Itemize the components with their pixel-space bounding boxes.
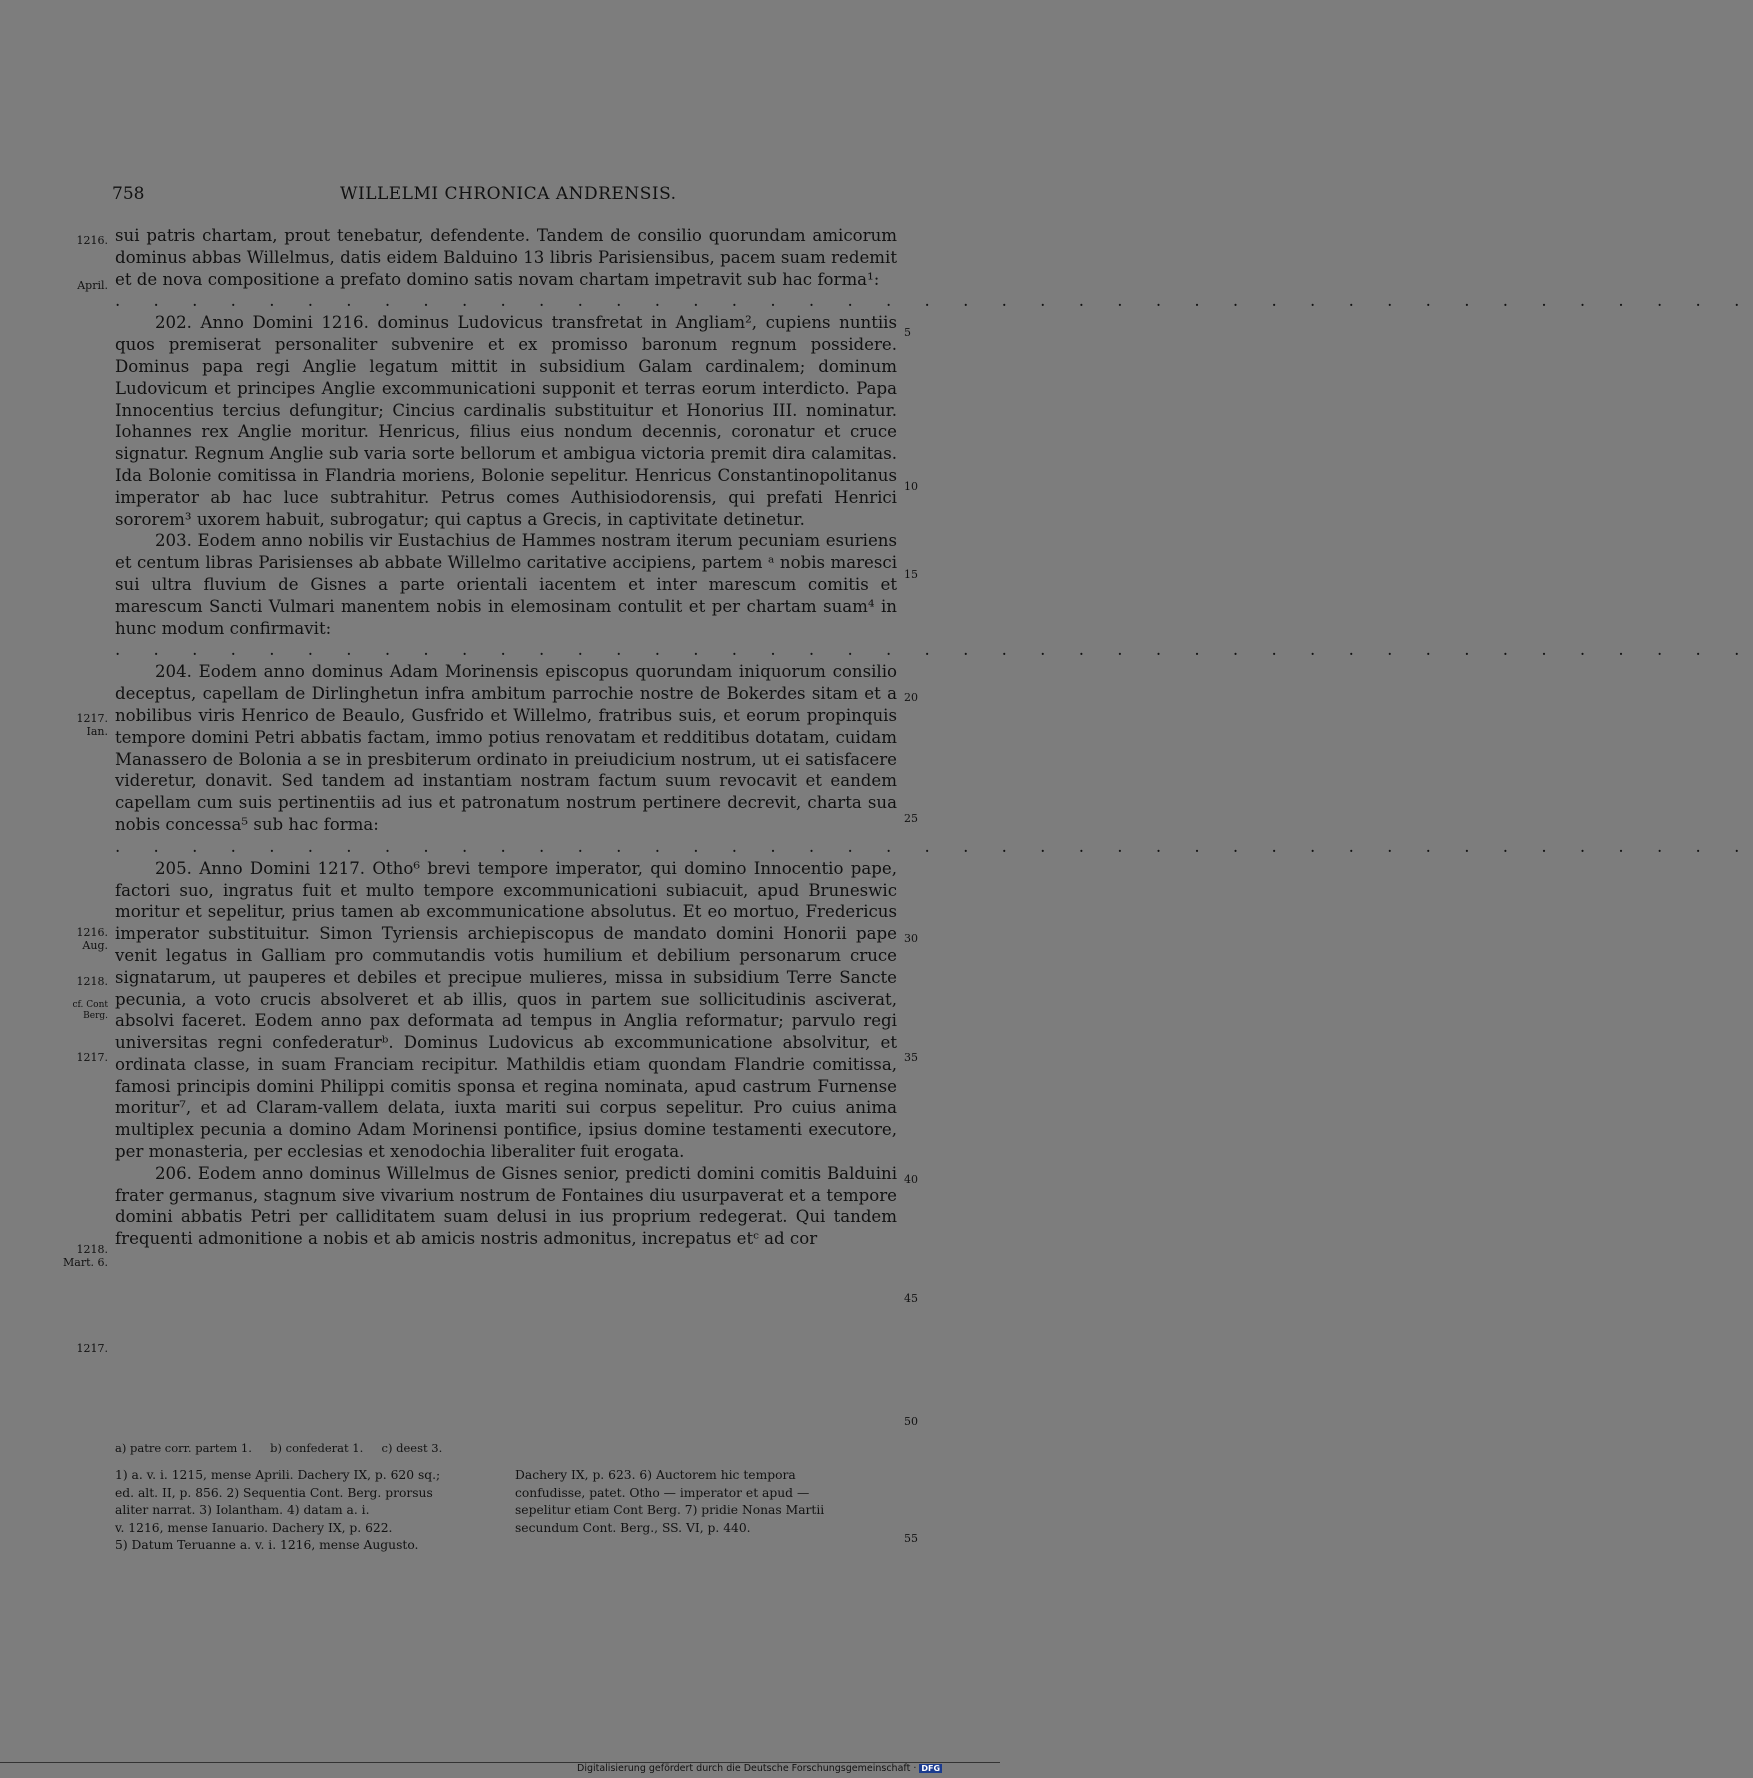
margin-date: 1218. (76, 975, 108, 988)
omission-dots: . . . . . . . . . . . . . . . . . . . . . . . . . . . . . . . . . . . . . . . . . . . (115, 836, 1753, 856)
line-number: 5 (904, 326, 911, 339)
digitization-credit (577, 1763, 942, 1774)
margin-date: 1217. (76, 1342, 108, 1355)
margin-date: Ian. (86, 725, 108, 738)
footnote-line: v. 1216, mense Ianuario. Dachery IX, p. 622. (115, 1520, 393, 1535)
footnote-line: 5) Datum Teruanne a. v. i. 1216, mense Augusto. (115, 1538, 419, 1553)
footnote-line: secundum Cont. Berg., SS. VI, p. 440. (515, 1520, 751, 1535)
margin-reference: cf. Cont (72, 1000, 108, 1010)
paragraph-203: 203. Eodem anno nobilis vir Eustachius de Hammes nostram iterum pecuniam esuriens et centum libras Parisienses ab abbate Willelmo caritative accipiens, partem ᵃ nobis maresci sui ultra fluvium de Gisnes a parte orientali iacentem et inter marescum comitis et marescum Sancti Vulmari manentem nobis in elemosinam contulit et per chartam suam⁴ in hunc modum confirmavit: (115, 531, 897, 638)
footnote-line: sepelitur etiam Cont Berg. 7) pridie Nonas Martii (515, 1503, 825, 1518)
credit-text: Digitalisierung gefördert durch die Deutsche Forschungsgemeinschaft · (577, 1763, 917, 1774)
line-number: 35 (904, 1051, 918, 1064)
footnote-line: ed. alt. II, p. 856. 2) Sequentia Cont. Berg. prorsus (115, 1485, 433, 1500)
footnote-line: Dachery IX, p. 623. 6) Auctorem hic tempora (515, 1468, 796, 1482)
footnote-line: 1) a. v. i. 1215, mense Aprili. Dachery IX, p. 620 sq.; (115, 1468, 441, 1482)
margin-date: April. (77, 279, 108, 292)
footnotes-left (115, 1467, 510, 1555)
line-number: 55 (904, 1532, 918, 1545)
line-number: 40 (904, 1173, 918, 1186)
margin-date: Mart. 6. (63, 1256, 108, 1269)
line-number: 25 (904, 812, 918, 825)
line-number: 15 (904, 568, 918, 581)
line-number: 10 (904, 480, 918, 493)
margin-date: 1218. (76, 1243, 108, 1256)
omission-dots: . . . . . . . . . . . . . . . . . . . . . . . . . . . . . . . . . . . . . . . . . . . (115, 291, 1753, 311)
running-title: WILLELMI CHRONICA ANDRENSIS. (340, 184, 677, 204)
footnote-line: confudisse, patet. Otho — imperator et apud — (515, 1485, 810, 1500)
line-number: 20 (904, 691, 918, 704)
page-number: 758 (112, 184, 145, 204)
paragraph-202: 202. Anno Domini 1216. dominus Ludovicus transfretat in Angliam², cupiens nuntiis quos premiserat personaliter subvenire et ex promisso baronum regnum possidere. Dominus papa regi Anglie legatum mittit in subsidium Galam cardinalem; dominum Ludovicum et principes Anglie excommunicationi supponit et terras eorum interdicto. Papa Innocentius tercius defungitur; Cincius cardinalis substituitur et Honorius III. nominatur. Iohannes rex Anglie moritur. Henricus, filius eius nondum decennis, coronatur et cruce signatur. Regnum Anglie sub varia sorte bellorum et ambigua victoria premit dira calamitas. Ida Bolonie comitissa in Flandria moriens, Bolonie sepelitur. Henricus Constantinopolitanus imperator ab hac luce subtrahitur. Petrus comes Authisiodorensis, qui prefati Henrici sororem³ uxorem habuit, subrogatur; qui captus a Grecis, in captivitate detinetur. (115, 313, 897, 529)
dfg-logo: DFG (921, 1764, 941, 1773)
textual-variants: a) patre corr. partem 1. b) confederat 1. c) deest 3. (115, 1441, 443, 1455)
omission-dots: . . . . . . . . . . . . . . . . . . . . . . . . . . . . . . . . . . . . . . . . . . . (115, 640, 1753, 660)
margin-reference: Berg. (83, 1011, 108, 1021)
footnotes-right (515, 1467, 910, 1537)
paragraph-204: 204. Eodem anno dominus Adam Morinensis episcopus quorundam iniquorum consilio deceptus, capellam de Dirlinghetun infra ambitum parrochie nostre de Bokerdes sitam et a nobilibus viris Henrico de Beaulo, Gusfrido et Willelmo, fratribus suis, et eorum propinquis tempore domini Petri abbatis factam, immo potius renovatam et redditibus dotatam, cuidam Manassero de Bolonia a se in presbiterum ordinato in preiudicium nostrum, ut ei satisfacere videretur, donavit. Sed tandem ad instantiam nostram factum suum revocavit et eandem capellam cum suis pertinentiis ad ius et patronatum nostrum pertinere decrevit, charta sua nobis concessa⁵ sub hac forma: (115, 662, 897, 834)
paragraph-continuation: sui patris chartam, prout tenebatur, defendente. Tandem de consilio quorundam amicorum dominus abbas Willelmus, datis eidem Balduino 13 libris Parisiensibus, pacem suam redemit et de nova compositione a prefato domino satis novam chartam impetravit sub hac forma¹: (115, 226, 897, 289)
footnote-line: aliter narrat. 3) Iolantham. 4) datam a. i. (115, 1503, 370, 1518)
line-number: 45 (904, 1292, 918, 1305)
margin-date: 1216. (76, 926, 108, 939)
paragraph-205: 205. Anno Domini 1217. Otho⁶ brevi tempore imperator, qui domino Innocentio pape, factori suo, ingratus fuit et multo tempore excommunicationi subiacuit, apud Bruneswic moritur et sepelitur, prius tamen ab excommunicatione absolutus. Et eo mortuo, Fredericus imperator substituitur. Simon Tyriensis archiepiscopus de mandato domini Honorii pape venit legatus in Galliam pro commutandis votis humilium et debilium personarum cruce signatarum, ut pauperes et debiles et precipue mulieres, missa in subsidium Terre Sancte pecunia, a voto crucis absolveret et ab illis, quos in partem sue sollicitudinis asciverat, absolvi faceret. Eodem anno pax deformata ad tempus in Anglia reformatur; parvulo regi universitas regni confederaturᵇ. Dominus Ludovicus ab excommunicatione absolvitur, et ordinata classe, in suam Franciam recipitur. Mathildis etiam quondam Flandrie comitissa, famosi principis domini Philippi comitis sponsa et regina nominata, apud castrum Furnense moritur⁷, et ad Claram-vallem delata, iuxta mariti sui corpus sepelitur. Pro cuius anima multiplex pecunia a domino Adam Morinensi pontifice, ipsius domine testamenti executore, per monasteria, per ecclesias et xenodochia liberaliter fuit erogata. (115, 858, 897, 1162)
line-number: 30 (904, 932, 918, 945)
margin-date: 1217. (76, 1051, 108, 1064)
margin-date: 1216. (76, 234, 108, 247)
margin-date: Aug. (82, 939, 108, 952)
line-number: 50 (904, 1415, 918, 1428)
margin-date: 1217. (76, 712, 108, 725)
paragraph-206: 206. Eodem anno dominus Willelmus de Gisnes senior, predicti domini comitis Balduini frater germanus, stagnum sive vivarium nostrum de Fontaines diu usurpaverat et a tempore domini abbatis Petri per calliditatem suam delusi in ius proprium redegerat. Qui tandem frequenti admonitione a nobis et ab amicis nostris admonitus, increpatus etᶜ ad cor (115, 1163, 897, 1249)
